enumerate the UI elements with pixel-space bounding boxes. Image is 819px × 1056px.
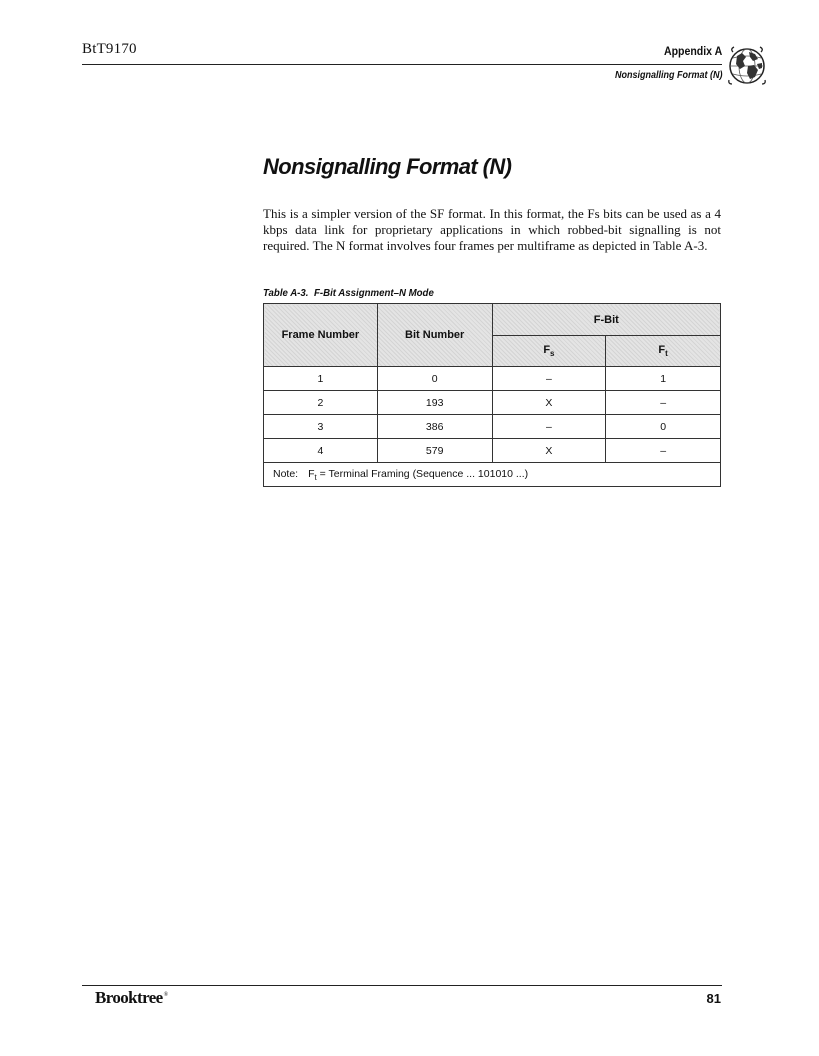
registered-mark: ® <box>163 992 168 998</box>
cell-ft: – <box>606 439 721 463</box>
cell-frame: 4 <box>264 439 378 463</box>
fs-base: F <box>543 344 551 356</box>
brooktree-logo <box>95 988 168 1008</box>
table-row <box>264 415 721 439</box>
subsection-title: Nonsignalling Format (N) <box>614 70 722 81</box>
header-ft <box>606 336 721 367</box>
cell-fs: X <box>492 391 606 415</box>
fs-subscript: s <box>550 349 555 358</box>
cell-bit: 386 <box>377 415 492 439</box>
cell-frame: 1 <box>264 367 378 391</box>
cell-fs: X <box>492 439 606 463</box>
fbit-assignment-table <box>263 303 721 487</box>
page-number: 81 <box>706 991 721 1006</box>
cell-bit: 193 <box>377 391 492 415</box>
caption-title: F-Bit Assignment–N Mode <box>313 287 434 299</box>
table-note <box>264 463 721 487</box>
table-row <box>264 439 721 463</box>
cell-ft: – <box>606 391 721 415</box>
cell-bit: 579 <box>377 439 492 463</box>
logo-text: Brooktree <box>95 988 163 1007</box>
footer-rule <box>82 985 722 986</box>
note-text: = Terminal Framing (Sequence ... 101010 ...) <box>316 467 529 480</box>
ft-subscript: t <box>665 349 668 358</box>
header-bit-number: Bit Number <box>377 304 492 367</box>
cell-fs: – <box>492 415 606 439</box>
cell-frame: 3 <box>264 415 378 439</box>
table-caption <box>263 287 434 299</box>
section-title: Appendix A <box>663 44 722 58</box>
note-symbol-subscript: t <box>314 472 317 482</box>
globe-icon <box>727 46 767 86</box>
header-frame-number: Frame Number <box>264 304 378 367</box>
cell-bit: 0 <box>377 367 492 391</box>
note-label: Note: <box>273 467 299 480</box>
table-row <box>264 391 721 415</box>
body-paragraph: This is a simpler version of the SF format. In this format, the Fs bits can be used as a 4 kbps data link for proprietary applications in which robbed-bit signalling is not required. The N format involves four frames per multiframe as depicted in Table A-3. <box>263 206 721 254</box>
cell-frame: 2 <box>264 391 378 415</box>
ft-base: F <box>658 344 666 356</box>
table-note-row <box>264 463 721 487</box>
header-rule <box>82 64 722 65</box>
table-row <box>264 367 721 391</box>
cell-ft: 1 <box>606 367 721 391</box>
caption-label: Table A-3. <box>263 287 309 299</box>
header-fbit: F-Bit <box>492 304 720 336</box>
document-id: BtT9170 <box>82 41 137 57</box>
note-symbol-base: F <box>308 467 315 480</box>
cell-fs: – <box>492 367 606 391</box>
header-fs <box>492 336 606 367</box>
page-title: Nonsignalling Format (N) <box>263 154 512 179</box>
cell-ft: 0 <box>606 415 721 439</box>
